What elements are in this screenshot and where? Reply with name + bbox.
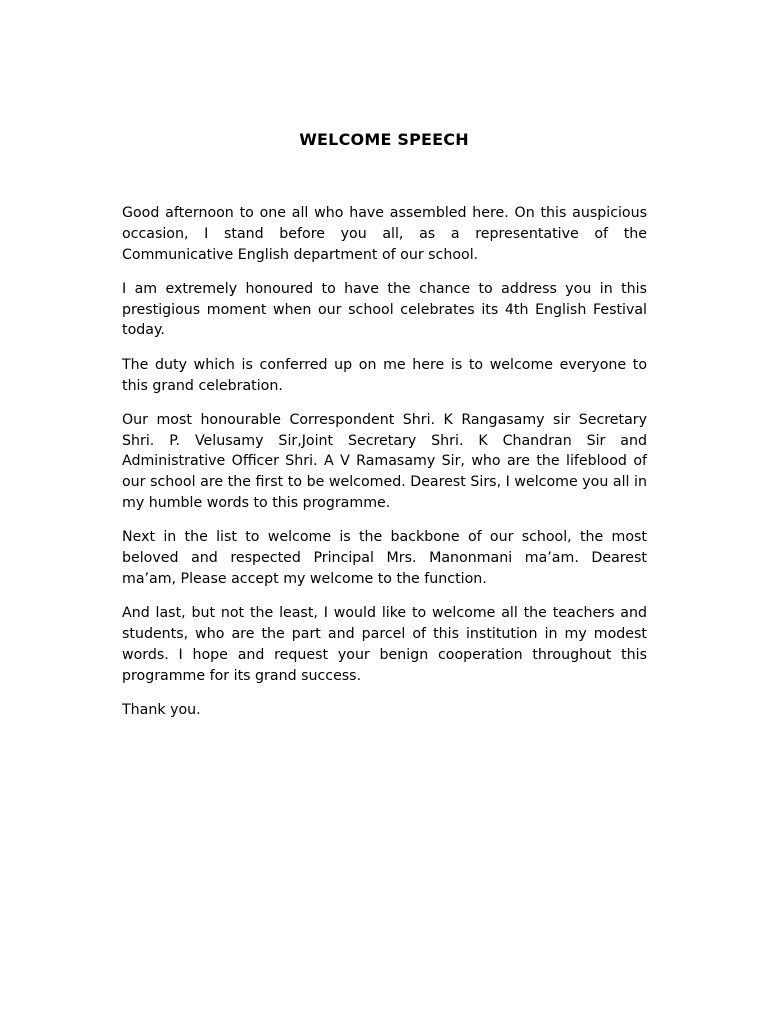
paragraph-dignitaries: Our most honourable Correspondent Shri. K Rangasamy sir Secretary Shri. P. Velusamy Sir,Joint Secretary Shri. K Chandran Sir and Administrative Officer Shri. A V Ramasamy Sir, who are the lifeblood of our school are the first to be welcomed. Dearest Sirs, I welcome you all in my humble words to this programme. <box>122 411 647 512</box>
paragraph-teachers-students: And last, but not the least, I would like to welcome all the teachers and students, who are the part and parcel of this institution in my modest words. I hope and request your benign cooperation throughout this programme for its grand success. <box>122 605 647 684</box>
paragraph-principal: Next in the list to welcome is the backbone of our school, the most beloved and respected Principal Mrs. Manonmani ma’am. Dearest ma’am, Please accept my welcome to the function. <box>122 529 647 587</box>
paragraph-thank-you: Thank you. <box>122 701 201 718</box>
paragraph-duty: The duty which is conferred up on me here is to welcome everyone to this grand celebration. <box>122 356 647 394</box>
paragraph-honoured: I am extremely honoured to have the chance to address you in this prestigious moment when our school celebrates its 4th English Festival today. <box>122 280 647 339</box>
speech-body <box>122 203 647 734</box>
document-title: WELCOME SPEECH <box>299 130 469 149</box>
paragraph-greeting: Good afternoon to one all who have assembled here. On this auspicious occasion, I stand before you all, as a representative of the Communicative English department of our school. <box>122 205 647 263</box>
